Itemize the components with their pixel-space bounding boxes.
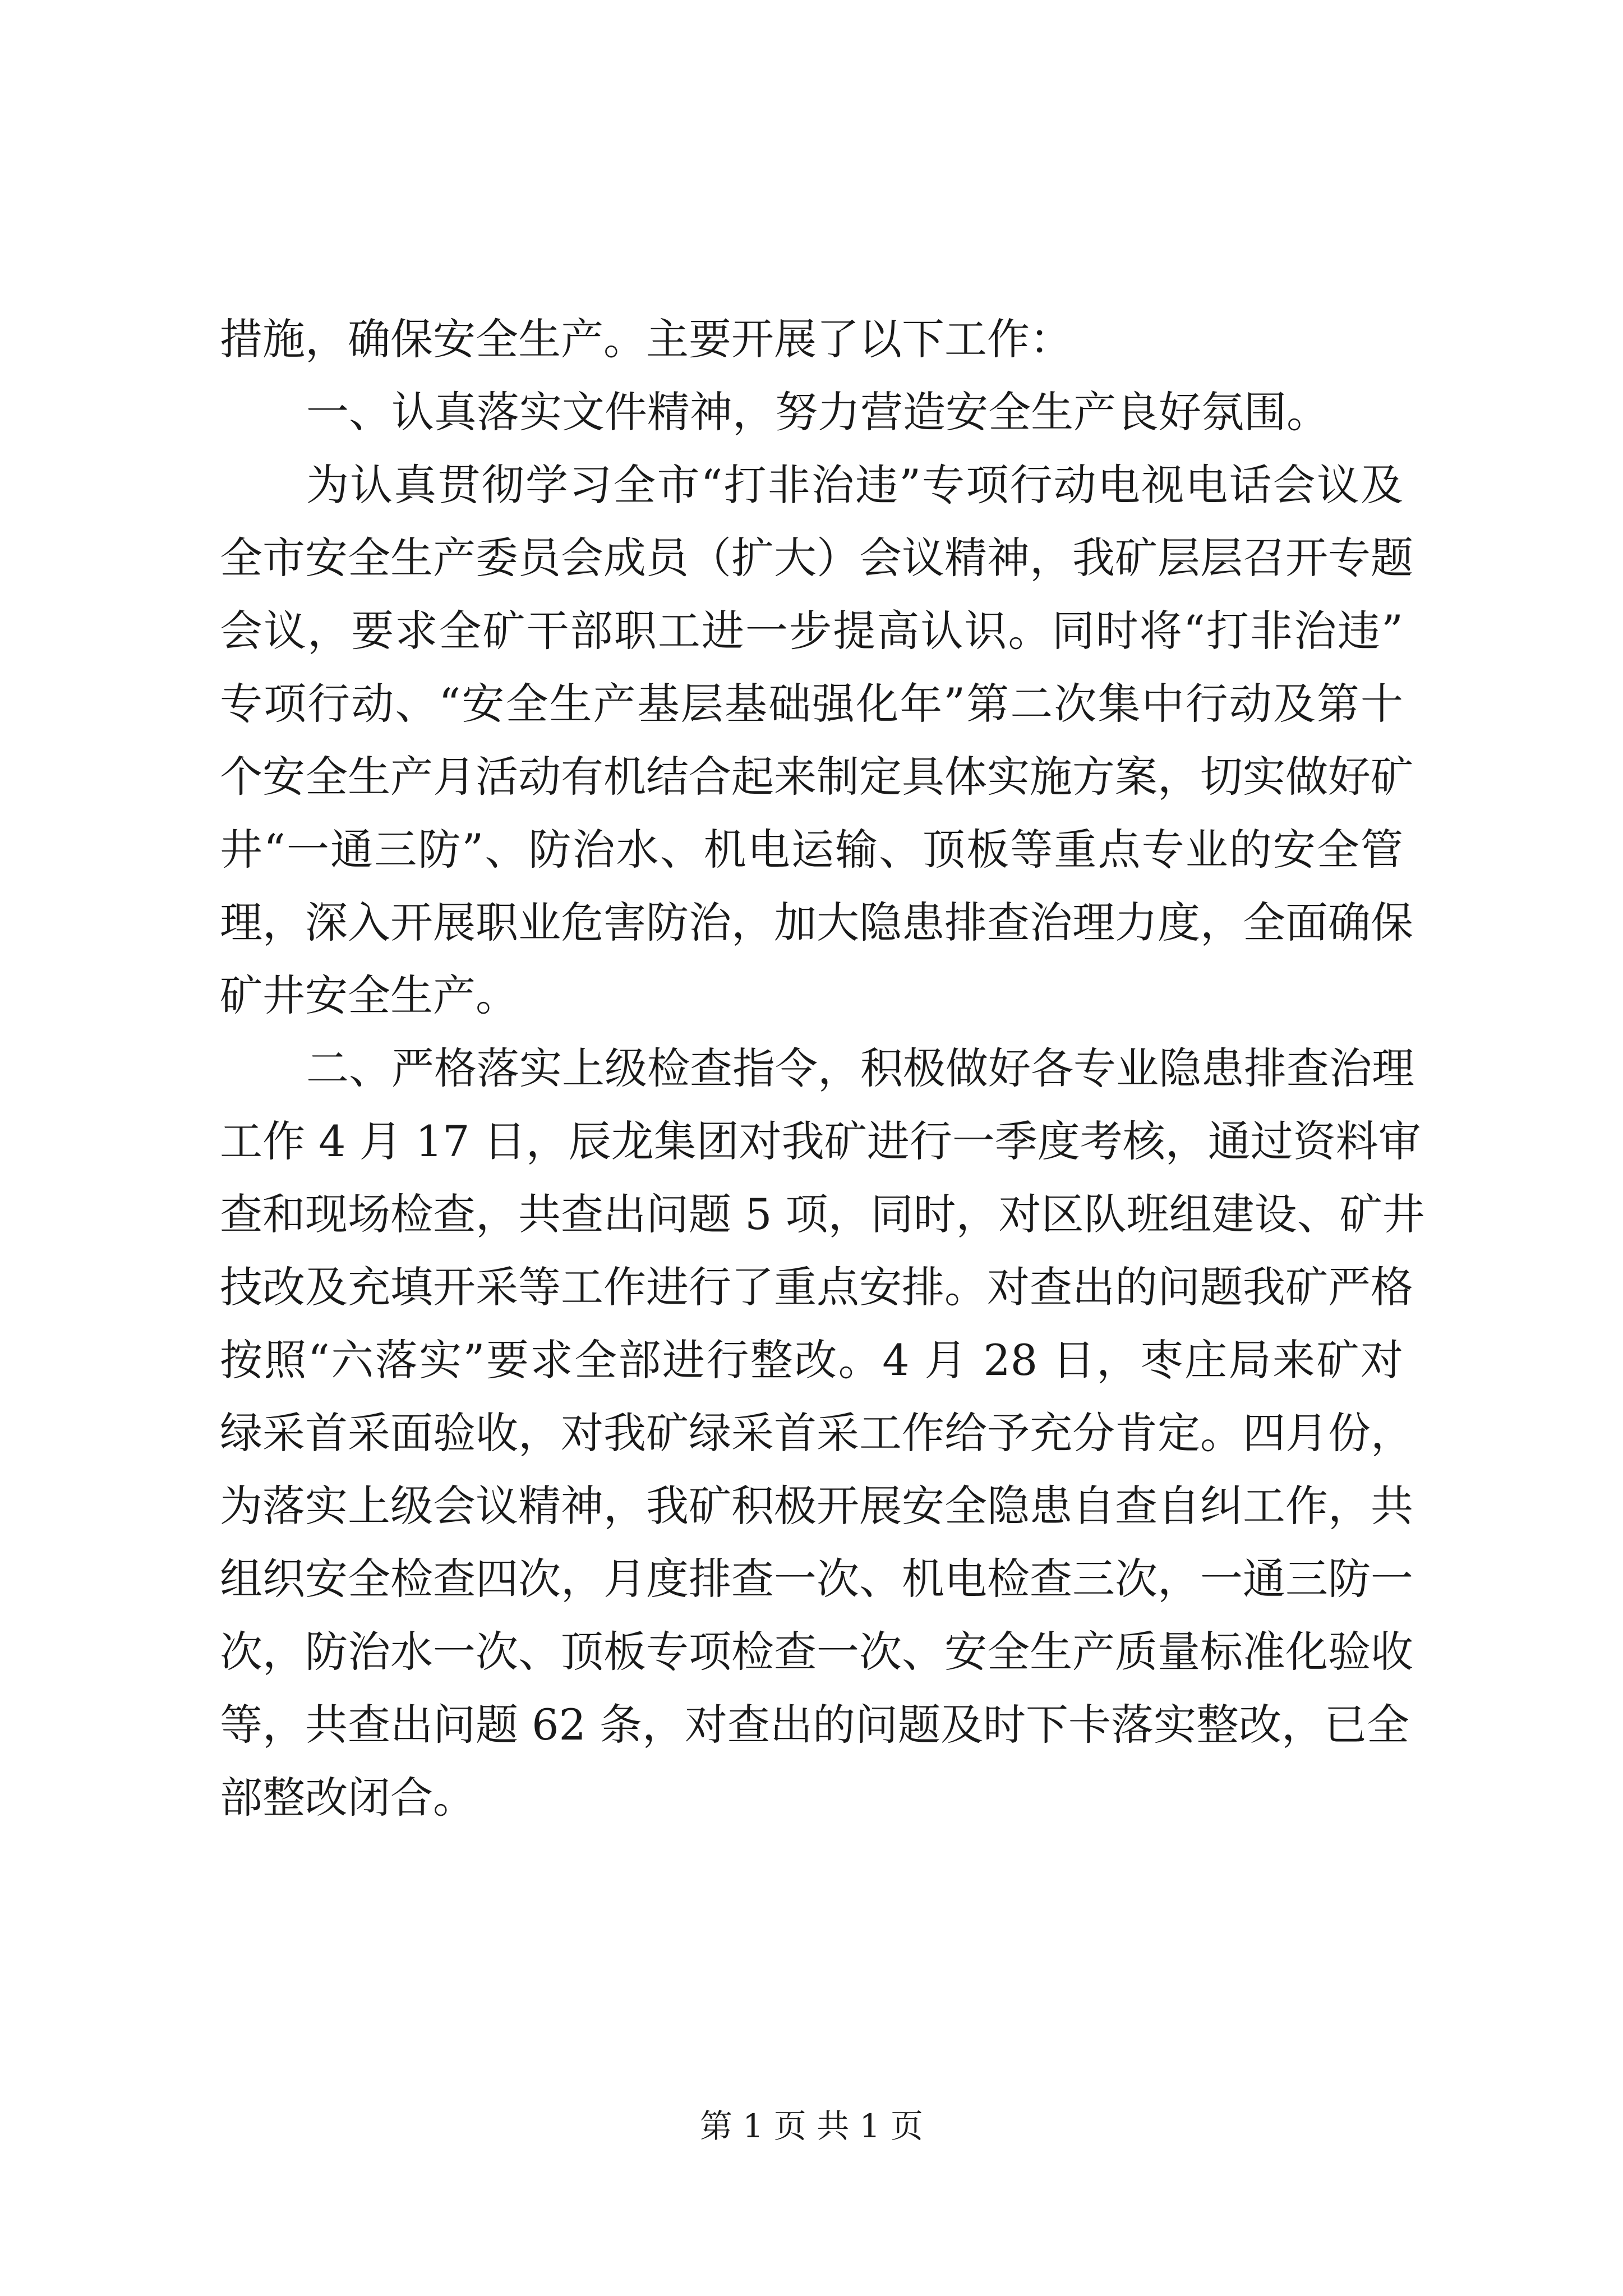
body-text-line: 查和现场检查，共查出问题 5 项，同时，对区队班组建设、矿井 [220, 1189, 1425, 1239]
body-text-line: 措施，确保安全生产。主要开展了以下工作： [220, 314, 1072, 364]
body-text-line: 按照“六落实”要求全部进行整改。4 月 28 日，枣庄局来矿对 [220, 1335, 1403, 1385]
body-text-line: 个安全生产月活动有机结合起来制定具体实施方案，切实做好矿 [220, 752, 1413, 802]
body-text-line: 组织安全检查四次，月度排查一次、机电检查三次，一通三防一 [220, 1554, 1413, 1604]
body-text-line: 为认真贯彻学习全市“打非治违”专项行动电视电话会议及 [306, 460, 1403, 510]
body-text-line: 绿采首采面验收，对我矿绿采首采工作给予充分肯定。四月份， [220, 1408, 1413, 1458]
body-text-line: 技改及充填开采等工作进行了重点安排。对查出的问题我矿严格 [220, 1262, 1413, 1312]
body-text-line: 为落实上级会议精神，我矿积极开展安全隐患自查自纠工作，共 [220, 1481, 1413, 1531]
section-heading-2: 二、严格落实上级检查指令，积极做好各专业隐患排查治理 [306, 1043, 1414, 1093]
section-heading-1: 一、认真落实文件精神，努力营造安全生产良好氛围。 [306, 387, 1329, 437]
body-text-line: 理，深入开展职业危害防治，加大隐患排查治理力度，全面确保 [220, 898, 1413, 947]
page-number-footer: 第 1 页 共 1 页 [700, 2107, 923, 2145]
body-text-line: 工作 4 月 17 日，辰龙集团对我矿进行一季度考核，通过资料审 [220, 1116, 1421, 1166]
body-text-line: 全市安全生产委员会成员（扩大）会议精神，我矿层层召开专题 [220, 533, 1413, 583]
body-text-line: 次，防治水一次、顶板专项检查一次、安全生产质量标准化验收 [220, 1627, 1413, 1677]
body-text-line: 专项行动、“安全生产基层基础强化年”第二次集中行动及第十 [220, 679, 1403, 729]
body-text-line: 等，共查出问题 62 条，对查出的问题及时下卡落实整改，已全 [220, 1700, 1410, 1750]
body-text-line: 井“一通三防”、防治水、机电运输、顶板等重点专业的安全管 [220, 825, 1403, 875]
body-text-line: 矿井安全生产。 [220, 970, 518, 1020]
body-text-line: 部整改闭合。 [220, 1773, 476, 1823]
body-text-line: 会议，要求全矿干部职工进一步提高认识。同时将“打非治违” [220, 606, 1403, 656]
